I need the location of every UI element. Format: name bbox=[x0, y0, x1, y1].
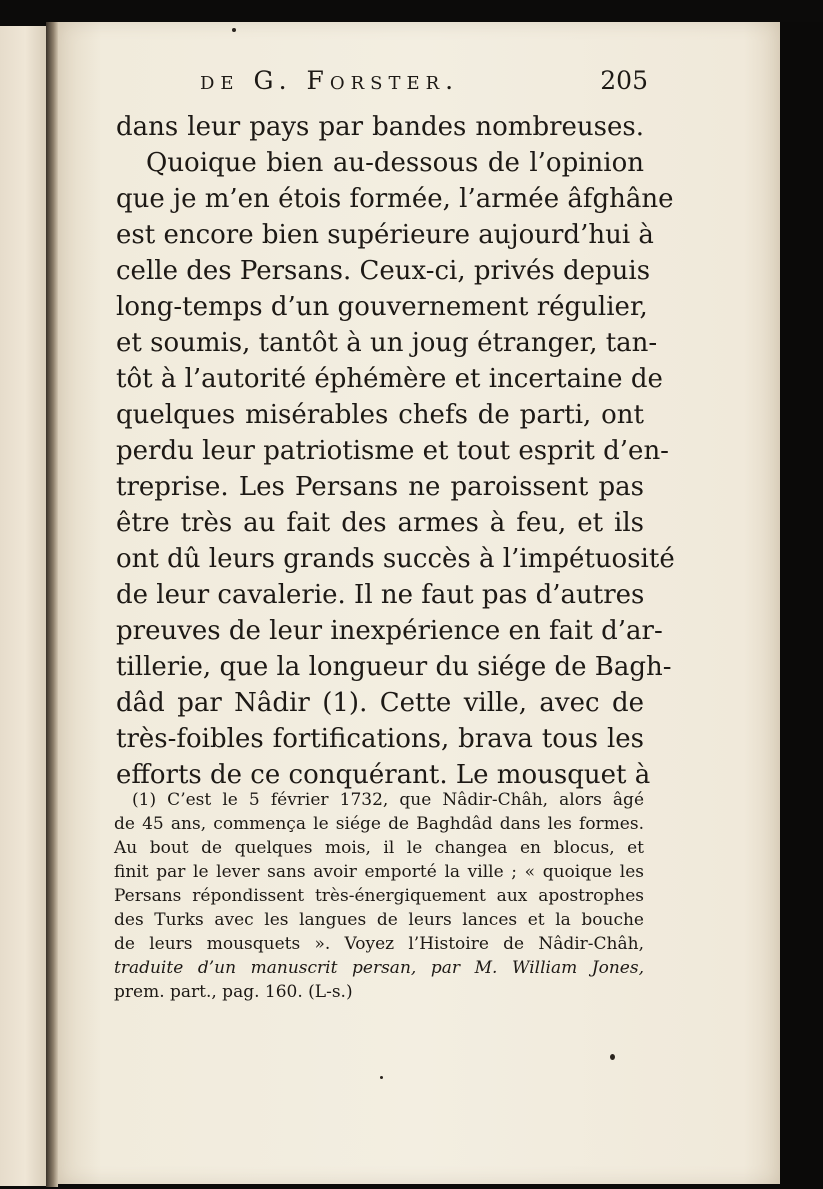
body-line: tôt à l’autorité éphémère et incertaine de bbox=[116, 364, 663, 394]
footnote-line: Persans répondissent très-énergiquement aux apostrophes bbox=[114, 886, 644, 906]
body-line: être très au fait des armes à feu, et ils bbox=[116, 508, 644, 538]
body-line: de leur cavalerie. Il ne faut pas d’autres bbox=[116, 580, 645, 610]
paper-speck bbox=[610, 1054, 615, 1060]
book-gutter bbox=[46, 22, 58, 1187]
footnote-line: (1) C’est le 5 février 1732, que Nâdir-Châh, alors âgé bbox=[132, 790, 644, 810]
body-line: Quoique bien au-dessous de l’opinion bbox=[146, 148, 644, 178]
footnote-line: de 45 ans, commença le siége de Baghdâd dans les formes. bbox=[114, 814, 644, 834]
footnote-line: finit par le lever sans avoir emporté la ville ; « quoique les bbox=[114, 862, 644, 882]
facing-page-edge bbox=[0, 26, 48, 1186]
page-number: 205 bbox=[600, 66, 648, 95]
paper-speck bbox=[232, 28, 236, 32]
footnote-line: traduite d’un manuscrit persan, par M. William Jones, bbox=[114, 958, 644, 978]
footnote-line: prem. part., pag. 160. (L-s.) bbox=[114, 982, 353, 1002]
body-line: efforts de ce conquérant. Le mousquet à bbox=[116, 760, 651, 790]
body-line: que je m’en étois formée, l’armée âfghâne bbox=[116, 184, 674, 214]
footnote-line: de leurs mousquets ». Voyez l’Histoire de Nâdir-Châh, bbox=[114, 934, 644, 954]
body-line: perdu leur patriotisme et tout esprit d’en- bbox=[116, 436, 669, 466]
body-line: est encore bien supérieure aujourd’hui à bbox=[116, 220, 654, 250]
scan-background bbox=[780, 22, 823, 1189]
body-line: dans leur pays par bandes nombreuses. bbox=[116, 112, 644, 142]
body-line: preuves de leur inexpérience en fait d’ar- bbox=[116, 616, 663, 646]
footnote-line: Au bout de quelques mois, il le changea en blocus, et bbox=[114, 838, 644, 858]
body-line: long-temps d’un gouvernement régulier, bbox=[116, 292, 648, 322]
body-line: tillerie, que la longueur du siége de Bagh- bbox=[116, 652, 672, 682]
body-line: et soumis, tantôt à un joug étranger, tan- bbox=[116, 328, 658, 358]
running-head bbox=[200, 66, 650, 100]
body-line: dâd par Nâdir (1). Cette ville, avec de bbox=[116, 688, 644, 718]
footnote-line: des Turks avec les langues de leurs lances et la bouche bbox=[114, 910, 644, 930]
paper-speck bbox=[380, 1076, 383, 1079]
running-head-title: de G. Forster. bbox=[200, 66, 460, 95]
body-line: celle des Persans. Ceux-ci, privés depuis bbox=[116, 256, 651, 286]
body-line: ont dû leurs grands succès à l’impétuosité bbox=[116, 544, 675, 574]
body-line: treprise. Les Persans ne paroissent pas bbox=[116, 472, 644, 502]
body-line: très-foibles fortifications, brava tous les bbox=[116, 724, 644, 754]
body-line: quelques misérables chefs de parti, ont bbox=[116, 400, 644, 430]
